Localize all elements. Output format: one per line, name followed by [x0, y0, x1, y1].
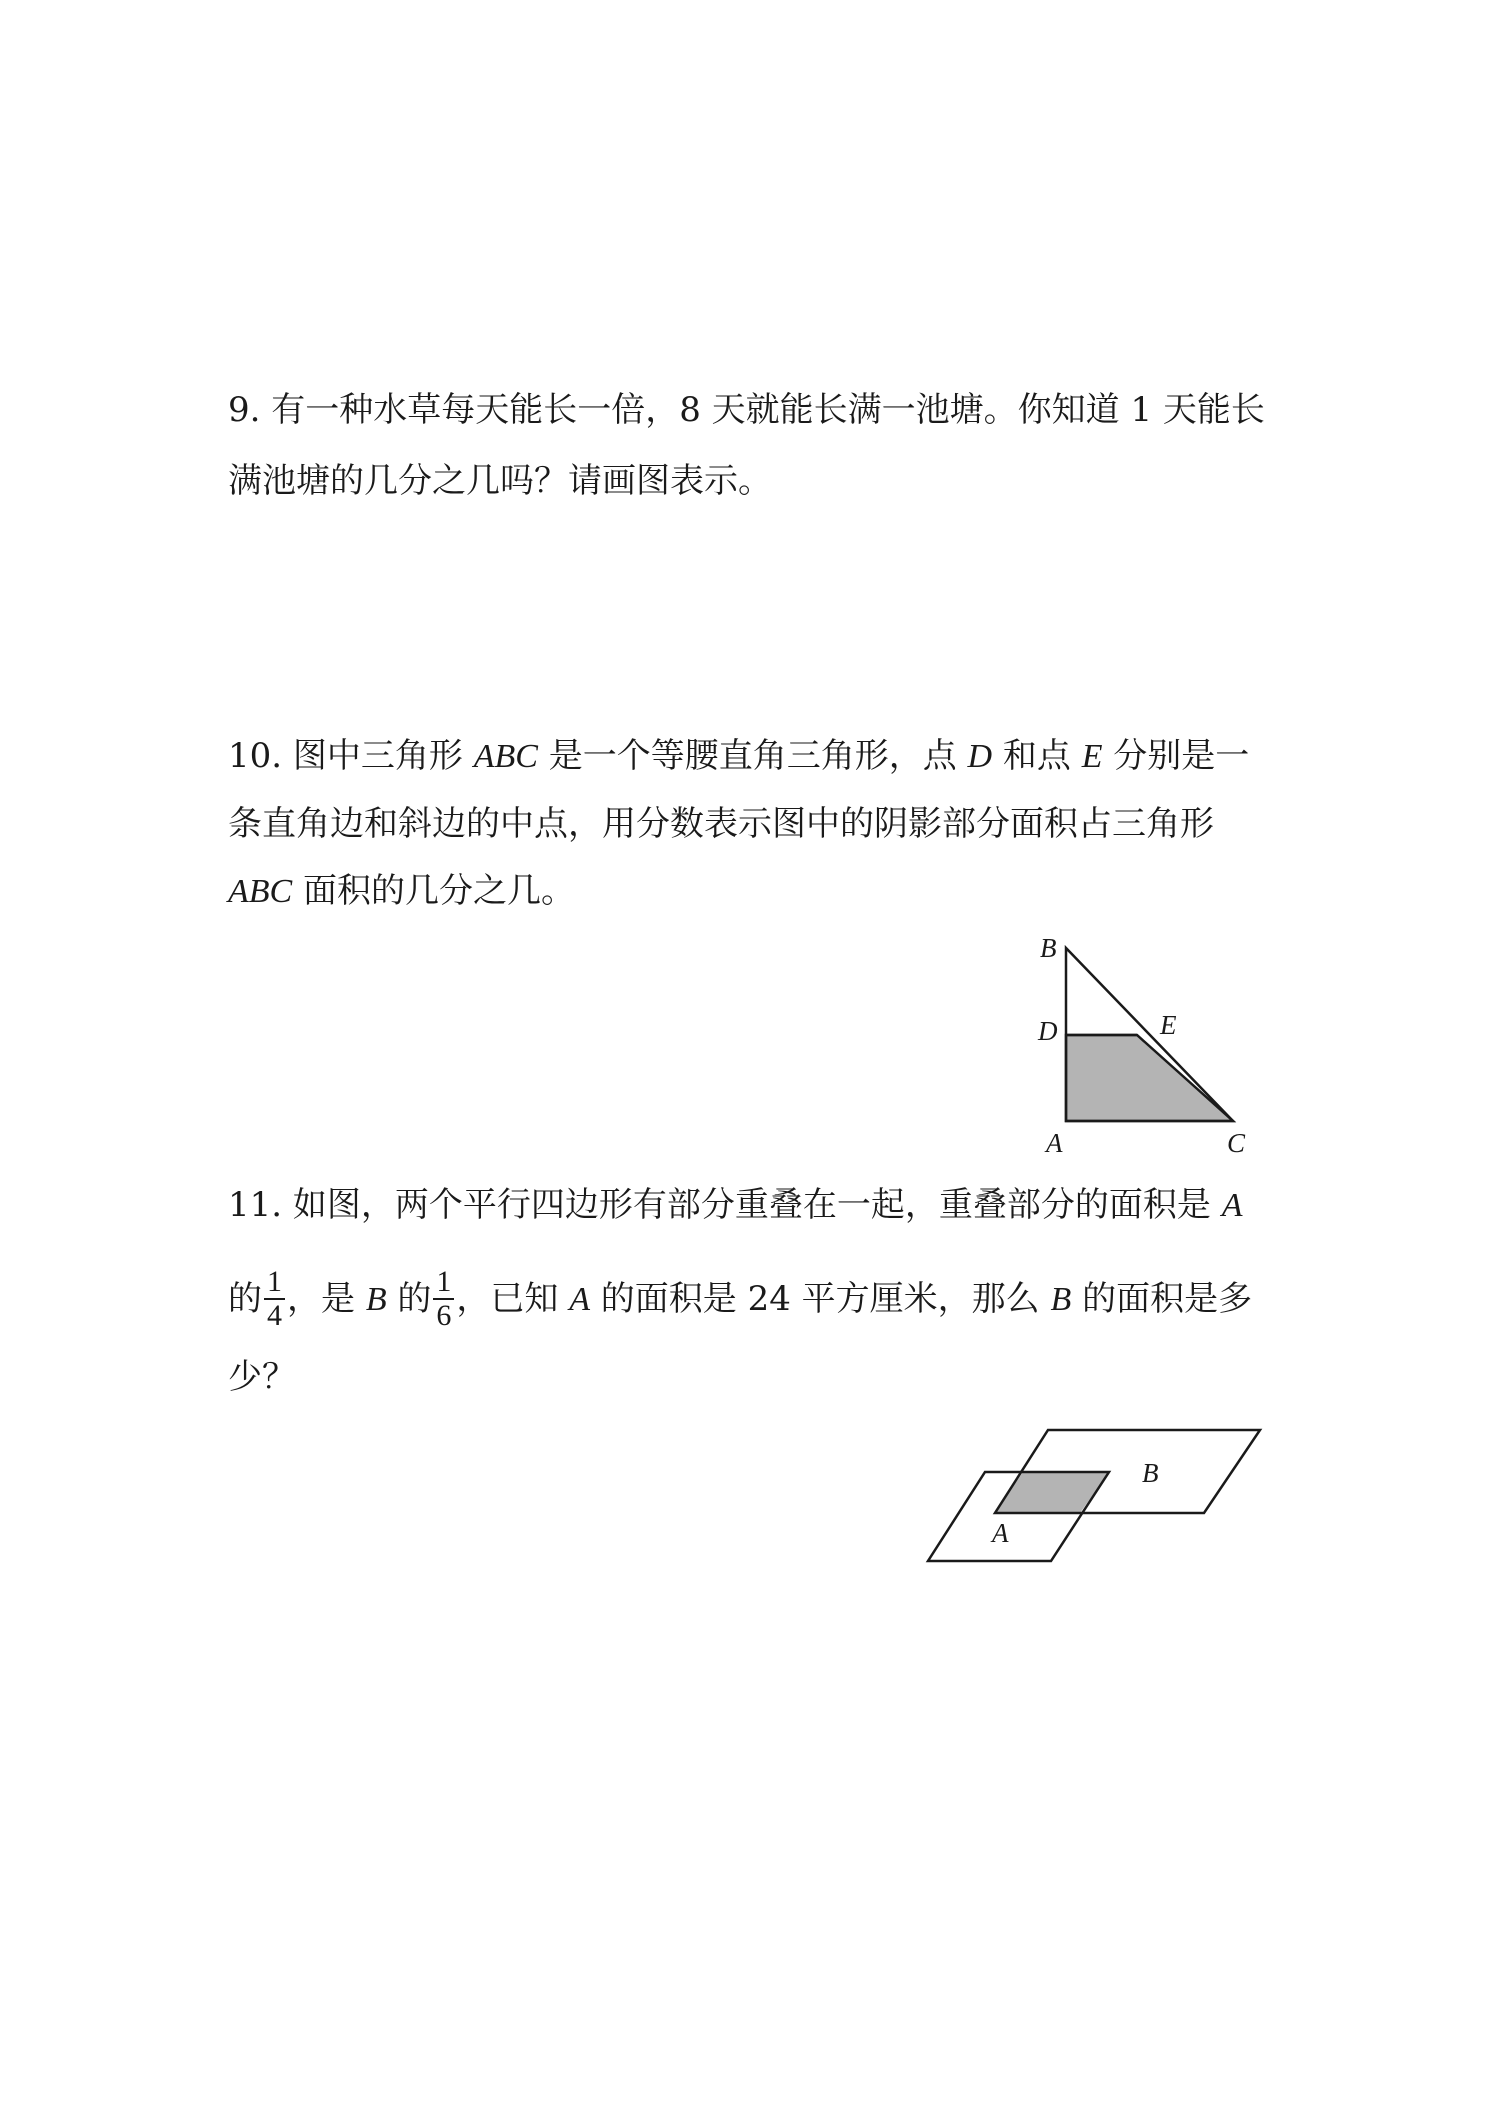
q11-label-b: B [1142, 1458, 1159, 1488]
q11-text: 的 [386, 1279, 432, 1319]
q11-line-2 [228, 1265, 1253, 1334]
q10-text: 和点 [992, 736, 1082, 776]
q10-text: 分别是一 [1102, 736, 1250, 776]
q10-triangle-figure [1020, 920, 1270, 1160]
q10-point-e: E [1081, 738, 1103, 775]
q11-text: ，是 [287, 1279, 366, 1319]
q11-text: 11. 如图，两个平行四边形有部分重叠在一起，重叠部分的面积是 [228, 1185, 1222, 1225]
q11-var-b: B [365, 1281, 387, 1318]
q10-line-2: 条直角边和斜边的中点，用分数表示图中的阴影部分面积占三角形 [228, 804, 1214, 844]
q10-text: 10. 图中三角形 [228, 736, 474, 776]
q11-var-a: A [569, 1281, 590, 1318]
q10-label-b: B [1040, 933, 1057, 963]
q11-label-a: A [992, 1518, 1009, 1548]
q10-label-d: D [1038, 1016, 1058, 1046]
q11-overlap-region [995, 1472, 1109, 1513]
q10-triangle-name: ABC [473, 738, 538, 775]
q9-line-1: 9. 有一种水草每天能长一倍，8 天就能长满一池塘。你知道 1 天能长 [228, 390, 1265, 430]
q11-var-b: B [1050, 1281, 1072, 1318]
q10-label-a: A [1046, 1128, 1063, 1158]
q10-point-d: D [967, 738, 993, 775]
q10-text: 面积的几分之几。 [292, 871, 576, 911]
q11-fraction-one-sixth [433, 1266, 454, 1332]
fraction-denominator: 4 [267, 1299, 282, 1332]
q11-text: 的面积是多 [1071, 1279, 1253, 1319]
q11-line-3: 少？ [228, 1357, 296, 1397]
q11-text: ，已知 [456, 1279, 570, 1319]
fraction-numerator: 1 [264, 1266, 285, 1300]
q9-line-2: 满池塘的几分之几吗？请画图表示。 [228, 461, 772, 501]
q11-text: 的面积是 24 平方厘米，那么 [590, 1279, 1051, 1319]
q10-line-3 [228, 871, 575, 912]
q11-var-a: A [1221, 1187, 1243, 1224]
fraction-numerator: 1 [433, 1266, 454, 1300]
q10-label-c: C [1227, 1128, 1246, 1158]
q10-triangle-name: ABC [228, 873, 293, 910]
q11-line-1 [228, 1185, 1242, 1226]
q11-parallelograms-figure [920, 1415, 1270, 1575]
q11-fraction-one-quarter [264, 1266, 285, 1332]
fraction-denominator: 6 [436, 1299, 452, 1332]
q11-text: 的 [228, 1279, 262, 1319]
q10-shaded-trapezoid [1066, 1035, 1233, 1121]
q10-text: 是一个等腰直角三角形，点 [537, 736, 968, 776]
q10-label-e: E [1160, 1010, 1177, 1040]
q10-line-1 [228, 736, 1249, 777]
